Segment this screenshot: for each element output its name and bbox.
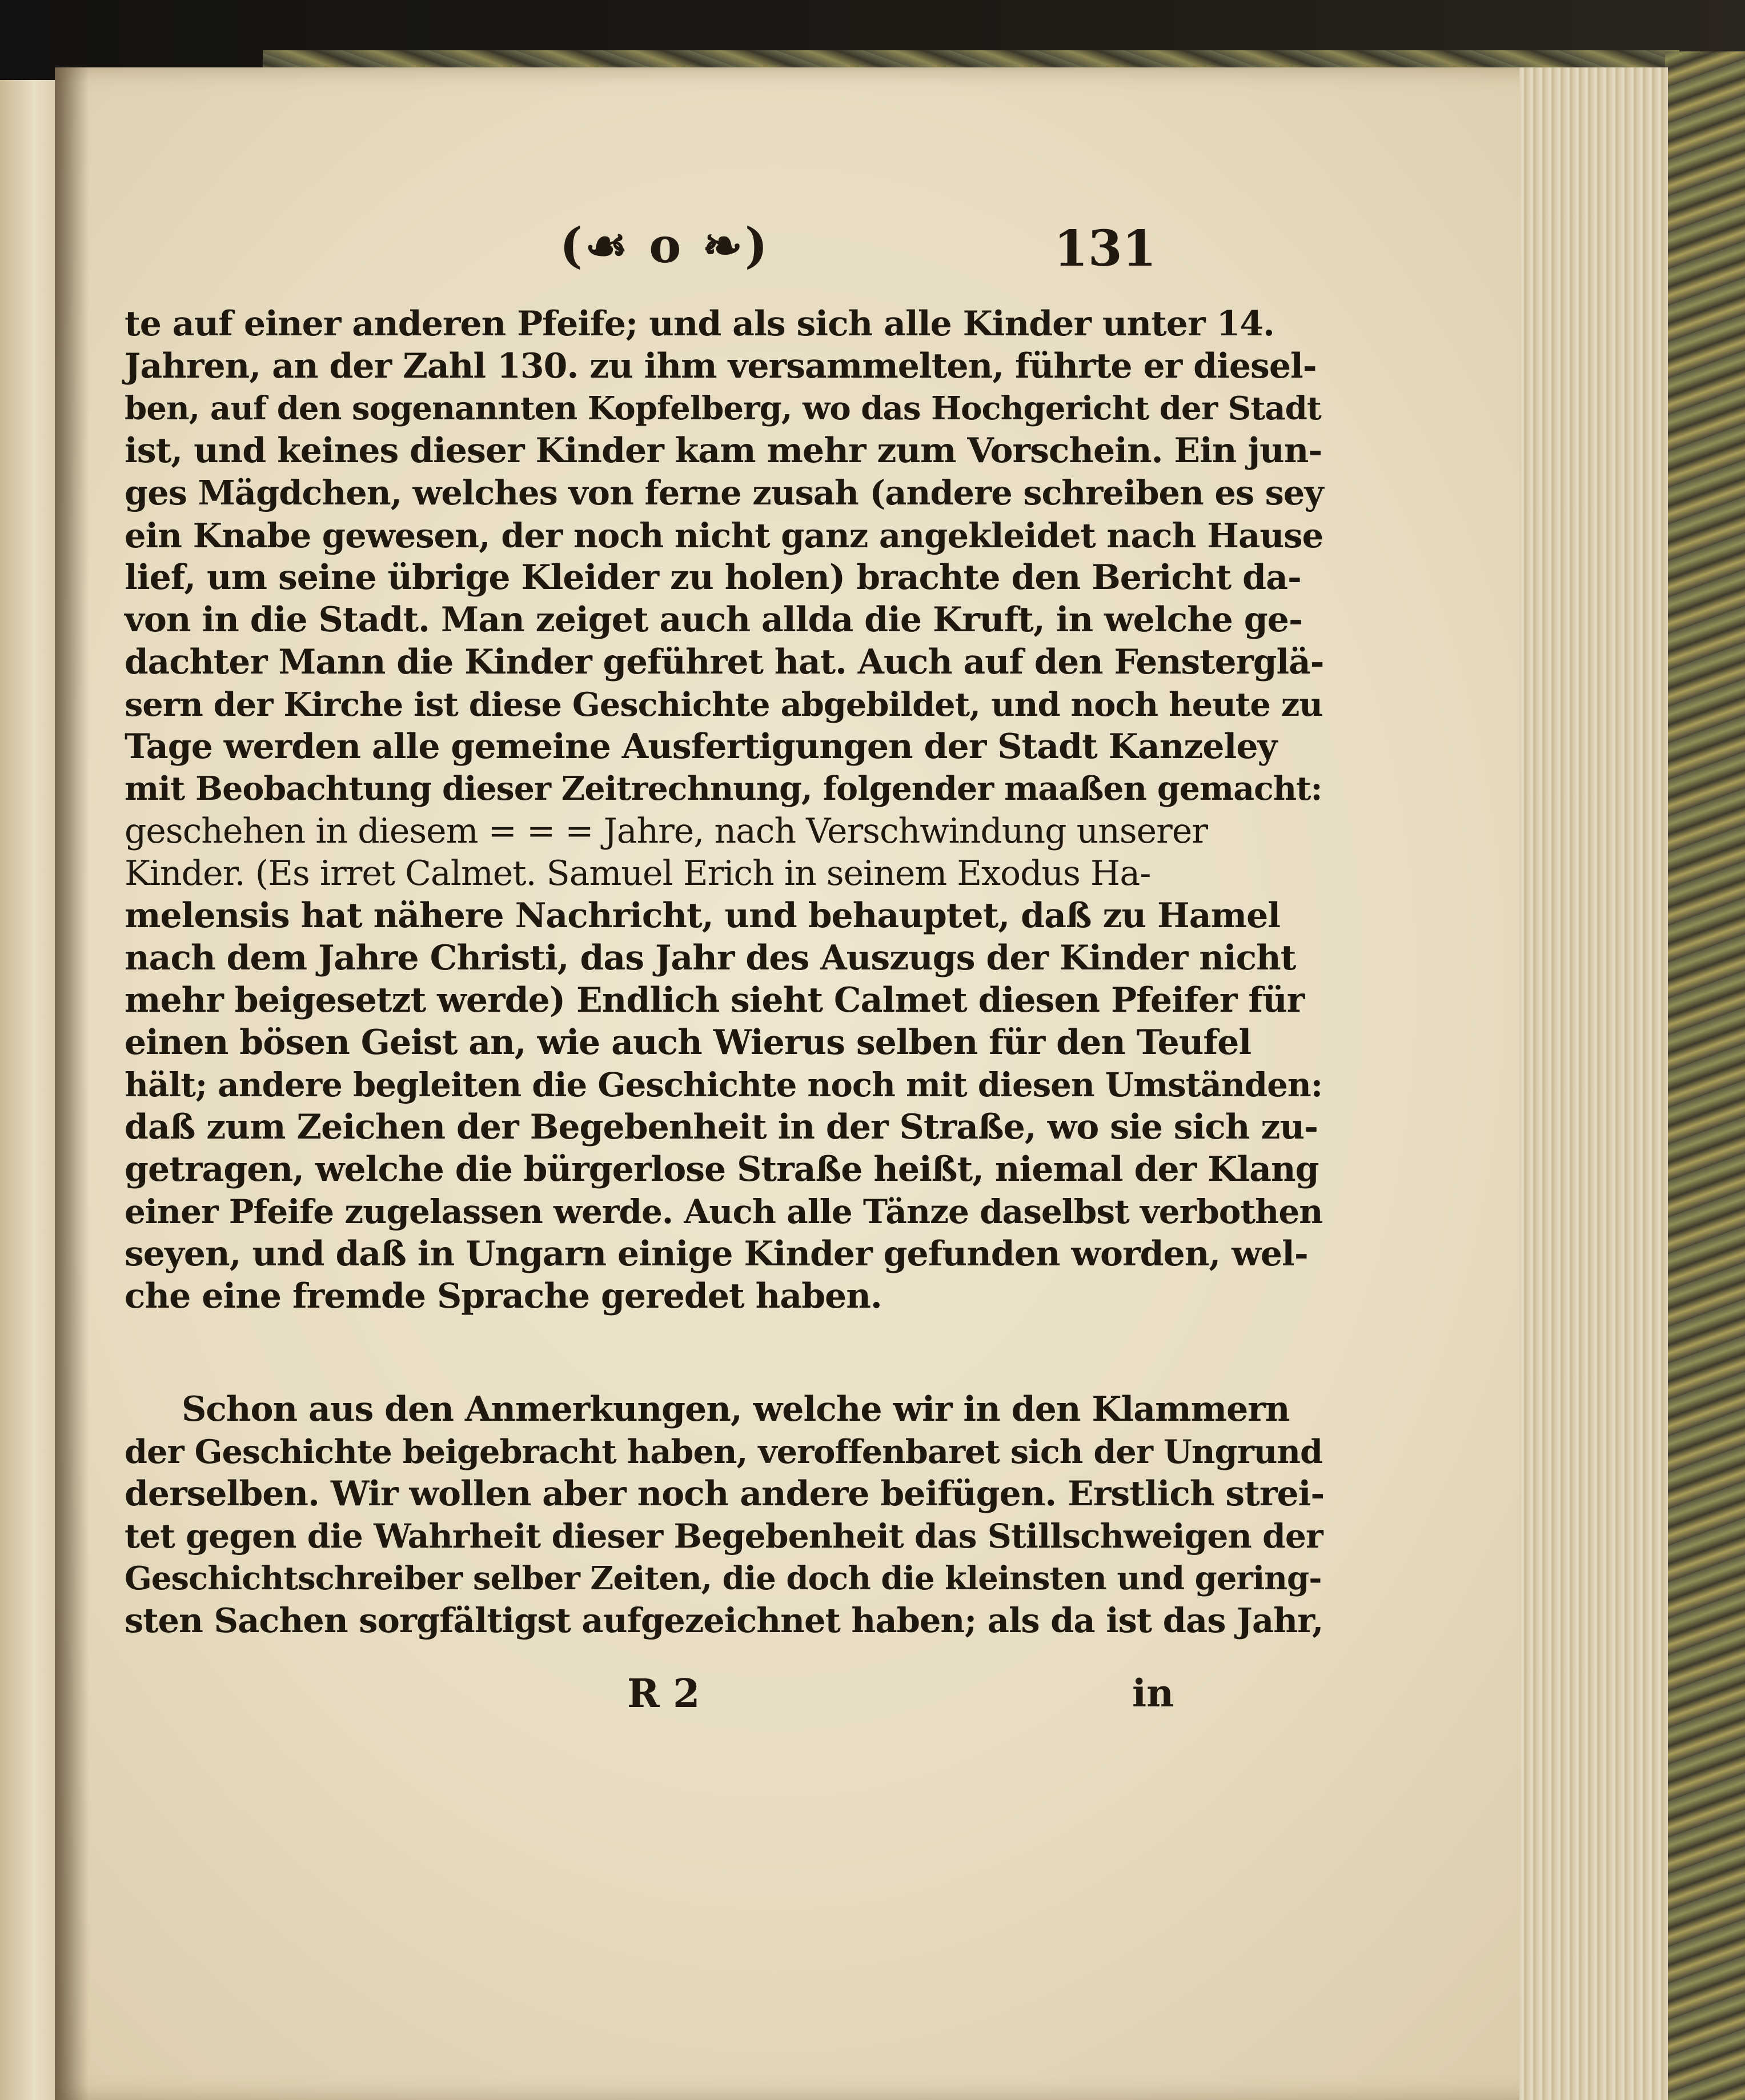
text-line: dachter Mann die Kinder geführet hat. Auch auf den Fensterglä- [125, 642, 1324, 682]
text-line: Jahren, an der Zahl 130. zu ihm versammelten, führte er diesel- [125, 346, 1317, 386]
text-line: derselben. Wir wollen aber noch andere beifügen. Erstlich strei- [125, 1474, 1325, 1514]
text-line: ist, und keines dieser Kinder kam mehr zum Vorschein. Ein jun- [125, 431, 1322, 471]
text-line: melensis hat nähere Nachricht, und behauptet, daß zu Hamel [125, 896, 1281, 936]
text-line: Geschichtschreiber selber Zeiten, die doch die kleinsten und gering- [125, 1560, 1322, 1597]
text-line: Tage werden alle gemeine Ausfertigungen der Stadt Kanzeley [125, 727, 1277, 767]
text-line: nach dem Jahre Christi, das Jahr des Auszugs der Kinder nicht [125, 938, 1296, 978]
text-line: tet gegen die Wahrheit dieser Begebenheit das Stillschweigen der [125, 1516, 1323, 1556]
text-line: seyen, und daß in Ungarn einige Kinder gefunden worden, wel- [125, 1234, 1308, 1274]
text-line: hält; andere begleiten die Geschichte noch mit diesen Umständen: [125, 1065, 1323, 1104]
text-line: mit Beobachtung dieser Zeitrechnung, folgender maaßen gemacht: [125, 770, 1322, 808]
header-ornament: (☙ o ❧) [560, 217, 770, 274]
text-line: geschehen in diesem = = = Jahre, nach Verschwindung unserer [125, 811, 1208, 851]
page-fore-edge [1519, 67, 1668, 2100]
page-number: 131 [1054, 220, 1157, 278]
left-page-edge [0, 80, 57, 2100]
catchword: in [1132, 1671, 1174, 1716]
text-line: sern der Kirche ist diese Geschichte abgebildet, und noch heute zu [125, 685, 1323, 724]
text-line: einer Pfeife zugelassen werde. Auch alle Tänze daselbst verbothen [125, 1192, 1323, 1231]
text-line: te auf einer anderen Pfeife; und als sich alle Kinder unter 14. [125, 304, 1274, 344]
text-line: Schon aus den Anmerkungen, welche wir in den Klammern [182, 1389, 1290, 1429]
text-line: der Geschichte beigebracht haben, veroffenbaret sich der Ungrund [125, 1432, 1323, 1471]
text-line: Kinder. (Es irret Calmet. Samuel Erich in seinem Exodus Ha- [125, 853, 1151, 893]
text-line: che eine fremde Sprache geredet haben. [125, 1276, 882, 1316]
text-line: von in die Stadt. Man zeiget auch allda die Kruft, in welche ge- [125, 600, 1302, 640]
text-line: ges Mägdchen, welches von ferne zusah (andere schreiben es sey [125, 473, 1323, 512]
signature-mark: R 2 [627, 1671, 700, 1717]
text-line: daß zum Zeichen der Begebenheit in der Straße, wo sie sich zu- [125, 1107, 1318, 1147]
page-gutter-shadow [55, 67, 89, 2100]
text-line: mehr beigesetzt werde) Endlich sieht Calmet diesen Pfeifer für [125, 980, 1305, 1020]
book-cover-right [1665, 51, 1745, 2100]
text-line: einen bösen Geist an, wie auch Wierus selben für den Teufel [125, 1023, 1251, 1063]
text-line: ein Knabe gewesen, der noch nicht ganz angekleidet nach Hause [125, 515, 1323, 555]
text-line: getragen, welche die bürgerlose Straße heißt, niemal der Klang [125, 1149, 1319, 1189]
text-line: lief, um seine übrige Kleider zu holen) brachte den Bericht da- [125, 558, 1301, 598]
text-line: sten Sachen sorgfältigst aufgezeichnet haben; als da ist das Jahr, [125, 1601, 1323, 1640]
text-line: ben, auf den sogenannten Kopfelberg, wo das Hochgericht der Stadt [125, 390, 1321, 427]
